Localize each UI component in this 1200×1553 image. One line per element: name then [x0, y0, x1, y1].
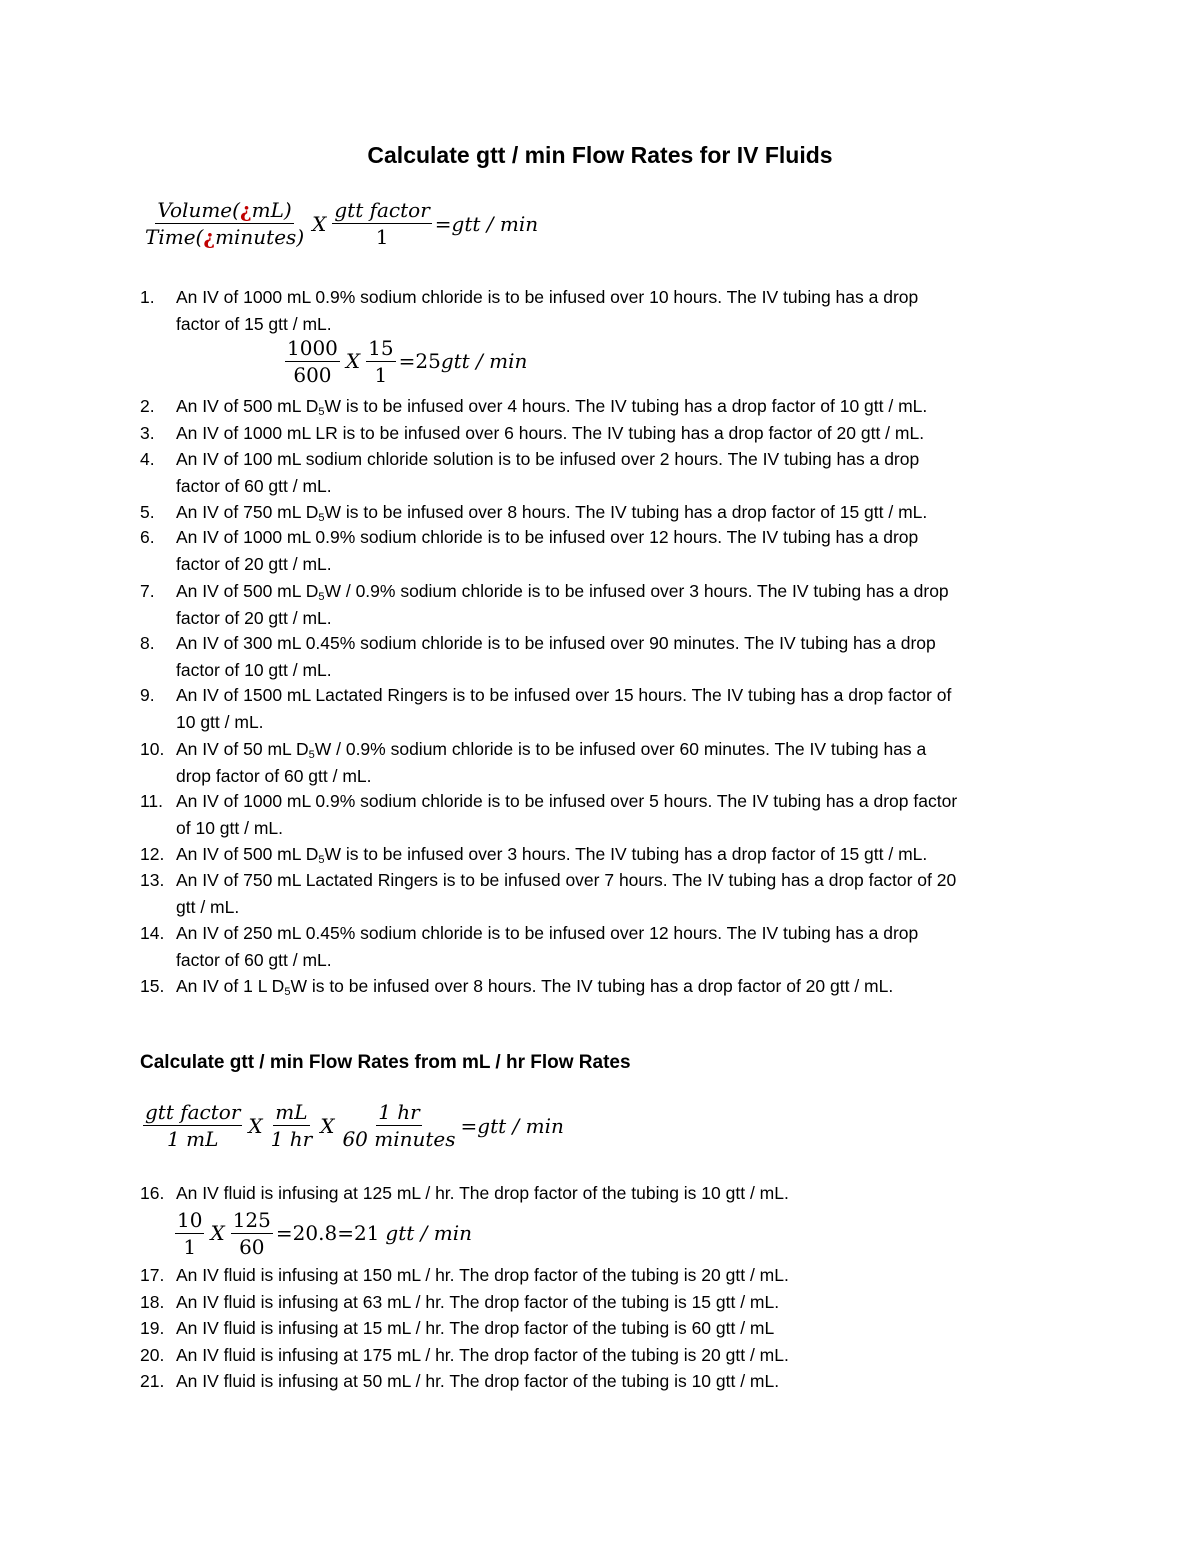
- fraction-numerator: 125: [232, 1208, 271, 1232]
- item-text: An IV fluid is infusing at 125 mL / hr. The drop factor of the tubing is 10 gtt / mL.: [176, 1183, 789, 1203]
- item-number: 3.: [140, 423, 155, 443]
- time-label: Time(: [145, 225, 204, 249]
- item-line: An IV of 50 mL D: [176, 739, 309, 759]
- result-value-rounded: 21: [353, 1221, 380, 1246]
- fraction-denominator: 600: [293, 363, 332, 387]
- item-line: An IV of 1500 mL Lactated Ringers is to be infused over 15 hours. The IV tubing has a drop factor of: [176, 685, 952, 705]
- fraction-numerator: gtt factor: [145, 1100, 241, 1124]
- fraction-gtt-factor-over-ml: [143, 1100, 242, 1151]
- item-number: 12.: [140, 844, 165, 864]
- item-number: 5.: [140, 502, 155, 522]
- item-text: [176, 524, 1056, 577]
- item-number: 11.: [140, 791, 164, 811]
- item-line: An IV of 500 mL D: [176, 844, 319, 864]
- result-unit: gtt / min: [385, 1221, 472, 1246]
- item-text: [176, 446, 1056, 499]
- item-line: W is to be infused over 8 hours. The IV tubing has a drop factor of 20 gtt / mL.: [290, 976, 894, 996]
- fraction-numerator: 10: [177, 1208, 203, 1232]
- item-text: An IV fluid is infusing at 175 mL / hr. The drop factor of the tubing is 20 gtt / mL.: [176, 1345, 789, 1365]
- item-number: 15.: [140, 976, 165, 996]
- fraction-denominator: 1: [374, 363, 388, 387]
- item-line: drop factor of 60 gtt / mL.: [176, 765, 372, 786]
- item-number: 6.: [140, 527, 155, 547]
- times-sign: X: [248, 1113, 263, 1138]
- item-line: factor of 20 gtt / mL.: [176, 553, 332, 574]
- fraction-numerator: [155, 198, 293, 224]
- item-text: [176, 682, 1056, 735]
- item-text: [176, 499, 1056, 526]
- item-line: W is to be infused over 3 hours. The IV tubing has a drop factor of 15 gtt / mL.: [324, 844, 928, 864]
- item-line: W is to be infused over 4 hours. The IV tubing has a drop factor of 10 gtt / mL.: [324, 396, 928, 416]
- item-line: factor of 60 gtt / mL.: [176, 949, 332, 970]
- item-line: An IV of 750 mL Lactated Ringers is to be infused over 7 hours. The IV tubing has a drop factor of 20: [176, 870, 957, 890]
- item-line: An IV of 300 mL 0.45% sodium chloride is to be infused over 90 minutes. The IV tubing has a drop: [176, 633, 936, 653]
- missing-glyph: ¿: [203, 225, 216, 249]
- fraction-denominator: [143, 224, 306, 249]
- fraction-numerator: 15: [368, 336, 394, 360]
- item-number: 14.: [140, 923, 165, 943]
- item-number: 18.: [140, 1292, 165, 1312]
- equals-sign: =: [460, 1113, 478, 1138]
- item-number: 4.: [140, 449, 155, 469]
- times-sign: X: [210, 1221, 225, 1246]
- item-line: W is to be infused over 8 hours. The IV tubing has a drop factor of 15 gtt / mL.: [324, 502, 928, 522]
- fraction-numerator: 1000: [287, 336, 338, 360]
- item-text: [176, 920, 1056, 973]
- item-number: 13.: [140, 870, 165, 890]
- missing-glyph: ¿: [239, 198, 252, 222]
- fraction-numerator: 1 hr: [378, 1100, 420, 1124]
- fraction-gtt-factor: [332, 198, 431, 249]
- fraction-denominator: 1: [183, 1235, 197, 1259]
- item-line: An IV of 750 mL D: [176, 502, 319, 522]
- times-sign: X: [345, 349, 361, 374]
- item-line: factor of 60 gtt / mL.: [176, 475, 332, 496]
- subscript: 5: [318, 406, 325, 418]
- subscript: 5: [308, 749, 315, 761]
- subscript: 5: [318, 854, 325, 866]
- item-line: W / 0.9% sodium chloride is to be infused over 3 hours. The IV tubing has a drop: [324, 581, 949, 601]
- item-text: An IV fluid is infusing at 50 mL / hr. The drop factor of the tubing is 10 gtt / mL.: [176, 1371, 780, 1391]
- item-line: An IV of 250 mL 0.45% sodium chloride is to be infused over 12 hours. The IV tubing has a drop: [176, 923, 919, 943]
- result-unit: gtt / min: [440, 349, 528, 374]
- item-number: 21.: [140, 1371, 165, 1391]
- item-number: 9.: [140, 685, 155, 705]
- formula-result: gtt / min: [477, 1113, 564, 1138]
- item-line: An IV of 500 mL D: [176, 396, 319, 416]
- fraction-10-over-1: [175, 1208, 204, 1259]
- fraction-volume-over-time: [143, 198, 306, 249]
- subscript: 5: [318, 591, 325, 603]
- item-text: [176, 788, 1056, 841]
- item-text: An IV fluid is infusing at 150 mL / hr. The drop factor of the tubing is 20 gtt / mL.: [176, 1265, 789, 1285]
- fraction-denominator: 1: [375, 225, 389, 249]
- formula-ml-per-hr: [140, 1100, 564, 1151]
- item-text: [176, 630, 1056, 683]
- fraction-numerator: mL: [275, 1100, 308, 1124]
- item-line: factor of 20 gtt / mL.: [176, 607, 332, 628]
- times-sign: X: [312, 211, 327, 236]
- fraction-hr-over-minutes: [340, 1100, 457, 1151]
- fraction-1000-over-600: [285, 336, 340, 387]
- item-text: An IV of 1000 mL LR is to be infused over 6 hours. The IV tubing has a drop factor of 20 gtt / mL.: [176, 423, 925, 443]
- item-number: 7.: [140, 581, 155, 601]
- item-number: 10.: [140, 739, 165, 759]
- item-line: An IV of 100 mL sodium chloride solution is to be infused over 2 hours. The IV tubing has a drop: [176, 449, 920, 469]
- item-number: 1.: [140, 287, 155, 307]
- volume-unit: mL): [251, 198, 292, 222]
- fraction-numerator: gtt factor: [334, 198, 430, 222]
- item-line: An IV of 500 mL D: [176, 581, 319, 601]
- equals-sign: =: [398, 349, 416, 374]
- fraction-15-over-1: [366, 336, 395, 387]
- item-text: [176, 867, 1056, 920]
- item-number: 17.: [140, 1265, 165, 1285]
- item-line: An IV of 1 L D: [176, 976, 285, 996]
- item-line: factor of 10 gtt / mL.: [176, 659, 332, 680]
- item-text: [176, 578, 1056, 631]
- item-line: An IV of 1000 mL 0.9% sodium chloride is to be infused over 10 hours. The IV tubing has a drop: [176, 287, 919, 307]
- item-line: 10 gtt / mL.: [176, 711, 264, 732]
- worked-example-1: [282, 336, 527, 387]
- item-number: 8.: [140, 633, 155, 653]
- fraction-ml-over-hr: [269, 1100, 315, 1151]
- item-line: W / 0.9% sodium chloride is to be infused over 60 minutes. The IV tubing has a: [314, 739, 927, 759]
- item-text: An IV fluid is infusing at 63 mL / hr. The drop factor of the tubing is 15 gtt / mL.: [176, 1292, 780, 1312]
- fraction-denominator: 60: [239, 1235, 265, 1259]
- fraction-denominator: 1 hr: [270, 1127, 313, 1151]
- item-text: An IV fluid is infusing at 15 mL / hr. The drop factor of the tubing is 60 gtt / mL: [176, 1318, 775, 1338]
- formula-result: gtt / min: [451, 211, 539, 236]
- item-text: [176, 284, 1056, 337]
- item-number: 20.: [140, 1345, 165, 1365]
- result-value: 20.8: [292, 1221, 338, 1246]
- equals-sign: =: [434, 211, 452, 236]
- item-text: [176, 736, 1056, 789]
- volume-label: Volume(: [157, 198, 240, 222]
- fraction-denominator: 60 minutes: [342, 1127, 456, 1151]
- result-value: 25: [415, 349, 441, 374]
- item-number: 19.: [140, 1318, 165, 1338]
- equals-sign: =: [275, 1221, 293, 1246]
- item-line: gtt / mL.: [176, 896, 240, 917]
- item-text: [176, 973, 1056, 1000]
- subscript: 5: [318, 512, 325, 524]
- item-number: 2.: [140, 396, 155, 416]
- item-text: [176, 393, 1056, 420]
- item-line: An IV of 1000 mL 0.9% sodium chloride is to be infused over 5 hours. The IV tubing has a drop factor: [176, 791, 958, 811]
- item-line: of 10 gtt / mL.: [176, 817, 283, 838]
- subscript: 5: [284, 986, 291, 998]
- fraction-denominator: 1 mL: [167, 1127, 219, 1151]
- worked-example-16: [172, 1208, 472, 1259]
- time-unit: minutes): [215, 225, 305, 249]
- item-line: An IV of 1000 mL 0.9% sodium chloride is to be infused over 12 hours. The IV tubing has a drop: [176, 527, 919, 547]
- equals-sign: =: [337, 1221, 354, 1246]
- item-line: factor of 15 gtt / mL.: [176, 313, 332, 334]
- page-title: Calculate gtt / min Flow Rates for IV Fluids: [367, 142, 833, 168]
- formula-volume-time: [140, 198, 538, 249]
- fraction-125-over-60: [231, 1208, 273, 1259]
- times-sign: X: [320, 1113, 335, 1138]
- item-text: [176, 841, 1056, 868]
- section-title: Calculate gtt / min Flow Rates from mL / hr Flow Rates: [140, 1052, 631, 1073]
- item-number: 16.: [140, 1183, 165, 1203]
